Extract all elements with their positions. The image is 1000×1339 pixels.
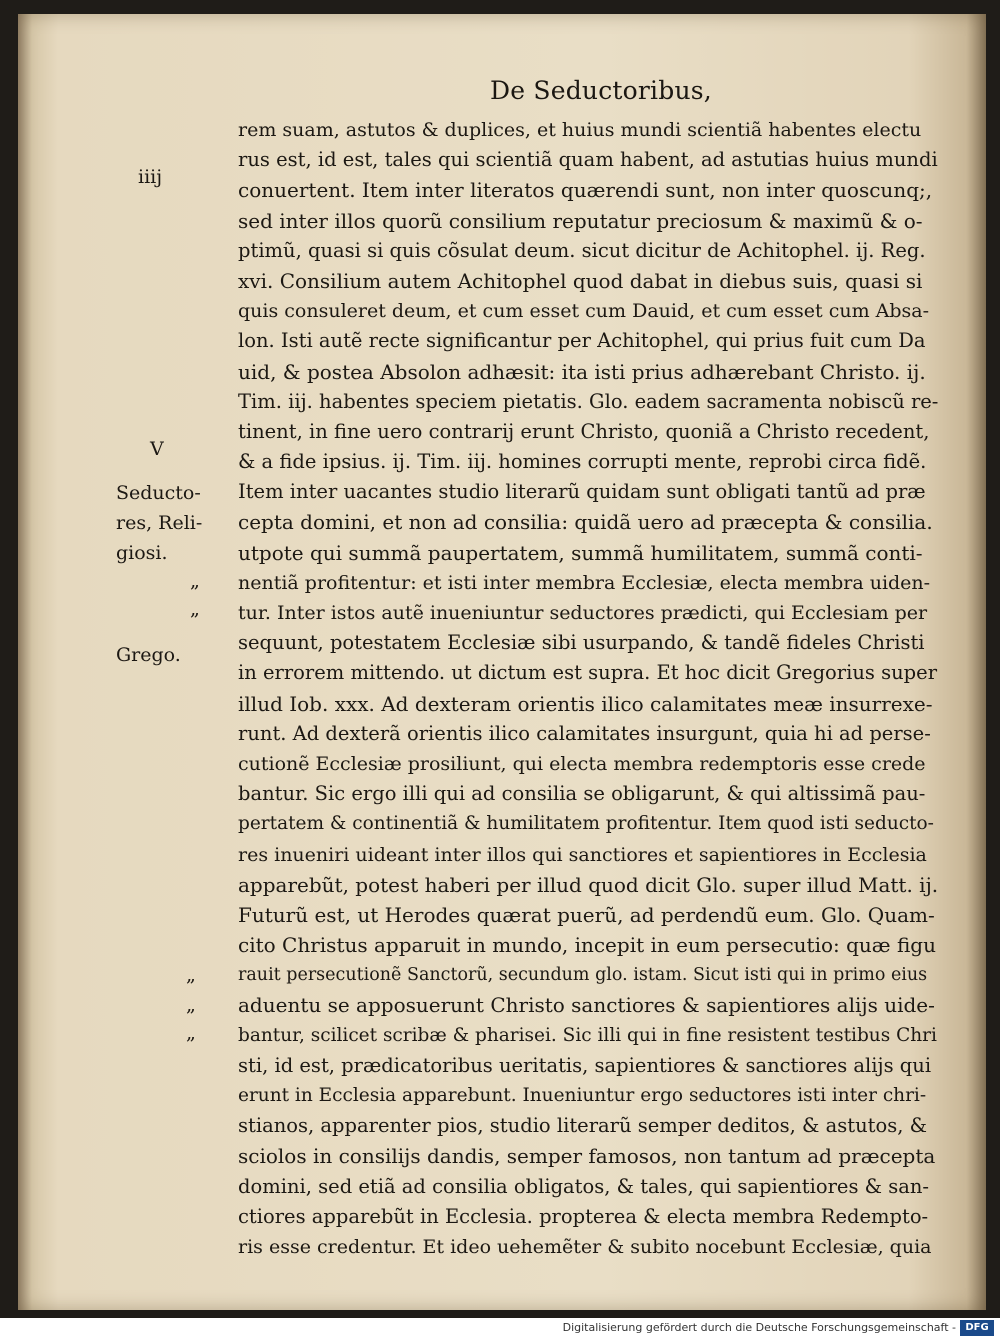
text-line: quis consuleret deum, et cum esset cum Dauid, et cum esset cum Absa-	[238, 300, 930, 323]
margin-note-v: V	[150, 438, 164, 460]
funding-credit: Digitalisierung gefördert durch die Deutsche Forschungsgemeinschaft -	[562, 1321, 956, 1334]
text-line: in errorem mittendo. ut dictum est supra. Et hoc dicit Gregorius super	[238, 661, 938, 685]
text-line: xvi. Consilium autem Achitophel quod dabat in diebus suis, quasi si	[238, 268, 923, 293]
text-line: Tim. iij. habentes speciem pietatis. Glo. eadem sacramenta nobiscũ re-	[238, 389, 938, 413]
body-text	[238, 115, 938, 1262]
text-line: utpote qui summã paupertatem, summã humilitatem, summã conti-	[238, 540, 923, 565]
margin-quote-mark: „	[186, 1022, 196, 1044]
text-line: rauit persecutionẽ Sanctorũ, secundum glo. istam. Sicut isti qui in primo eius	[238, 965, 928, 986]
dfg-logo: DFG	[960, 1320, 994, 1336]
text-line: sciolos in consilijs dandis, semper famosos, non tantum ad præcepta	[238, 1144, 936, 1169]
text-line: bantur. Sic ergo illi qui ad consilia se obligarunt, & qui altissimã pau-	[238, 782, 926, 806]
text-line: Item inter uacantes studio literarũ quidam sunt obligati tantũ ad præ	[238, 480, 926, 504]
margin-note-gregorius: Grego.	[116, 644, 181, 666]
book-page	[18, 14, 986, 1310]
text-line: Futurũ est, ut Herodes quærat puerũ, ad perdendũ eum. Glo. Quam-	[238, 902, 935, 927]
text-line: ptimũ, quasi si quis cõsulat deum. sicut dicitur de Achitophel. ij. Reg.	[238, 238, 926, 262]
text-line: sed inter illos quorũ consilium reputatur preciosum & maximũ & o-	[238, 208, 923, 233]
text-line: uid, & postea Absolon adhæsit: ita isti prius adhærebant Christo. ij.	[238, 359, 926, 384]
margin-quote-mark: „	[186, 994, 196, 1016]
text-line: illud Iob. xxx. Ad dexteram orientis ilico calamitates meæ insurrexe-	[238, 691, 933, 716]
text-line: cito Christus apparuit in mundo, incepit in eum persecutio: quæ figu	[238, 933, 936, 958]
text-line: nentiã profitentur: et isti inter membra Ecclesiæ, electa membra uiden-	[238, 571, 931, 594]
text-line: rus est, id est, tales qui scientiã quam habent, ad astutias huius mundi	[238, 148, 938, 172]
margin-quote-mark: „	[190, 598, 200, 620]
margin-note-numeral: iiij	[138, 166, 163, 188]
footer-bar	[0, 1318, 1000, 1339]
margin-note-seductores: Seducto-	[116, 482, 201, 504]
margin-note-religiosi: res, Reli-	[116, 512, 203, 534]
text-line: rem suam, astutos & duplices, et huius mundi scientiã habentes electu	[238, 119, 922, 141]
text-line: sti, id est, prædicatoribus ueritatis, sapientiores & sanctiores alijs qui	[238, 1053, 932, 1077]
text-line: apparebũt, potest haberi per illud quod dicit Glo. super illud Matt. ij.	[238, 872, 938, 897]
text-line: aduentu se apposuerunt Christo sanctiores & sapientiores alijs uide-	[238, 993, 935, 1018]
text-line: tinent, in fine uero contrarij erunt Christo, quoniã a Christo recedent,	[238, 419, 930, 443]
text-line: ris esse credentur. Et ideo uehemẽter & subito nocebunt Ecclesiæ, quia	[238, 1235, 932, 1258]
text-line: runt. Ad dexterã orientis ilico calamitates insurgunt, quia hi ad perse-	[238, 721, 931, 745]
text-line: cutionẽ Ecclesiæ prosiliunt, qui electa membra redemptoris esse crede	[238, 752, 926, 775]
text-line: & a fide ipsius. ij. Tim. iij. homines corrupti mente, reprobi circa fidẽ.	[238, 450, 927, 474]
text-line: domini, sed etiã ad consilia obligatos, & tales, qui sapientiores & san-	[238, 1174, 930, 1198]
text-line: pertatem & continentiã & humilitatem profitentur. Item quod isti seducto-	[238, 813, 934, 835]
text-line: ctiores apparebũt in Ecclesia. propterea & electa membra Redempto-	[238, 1204, 929, 1228]
text-line: tur. Inter istos autẽ inueniuntur seductores prædicti, qui Ecclesiam per	[238, 602, 928, 624]
margin-quote-mark: „	[186, 964, 196, 986]
running-header: De Seductoribus,	[490, 76, 712, 105]
text-line: erunt in Ecclesia apparebunt. Inueniuntur ergo seductores isti inter chri-	[238, 1085, 927, 1106]
text-line: sequunt, potestatem Ecclesiæ sibi usurpando, & tandẽ fideles Christi	[238, 631, 925, 655]
text-line: conuertent. Item inter literatos quærendi sunt, non inter quoscunq;,	[238, 178, 933, 203]
text-line: stianos, apparenter pios, studio literarũ semper deditos, & astutos, &	[238, 1114, 927, 1138]
text-line: bantur, scilicet scribæ & pharisei. Sic illi qui in fine resistent testibus Chri	[238, 1024, 937, 1046]
text-line: lon. Isti autẽ recte significantur per Achitophel, qui prius fuit cum Da	[238, 329, 926, 353]
margin-note-giosi: giosi.	[116, 542, 168, 564]
text-line: res inueniri uideant inter illos qui sanctiores et sapientiores in Ecclesia	[238, 843, 927, 866]
text-line: cepta domini, et non ad consilia: quidã uero ad præcepta & consilia.	[238, 510, 933, 535]
margin-quote-mark: „	[190, 570, 200, 592]
